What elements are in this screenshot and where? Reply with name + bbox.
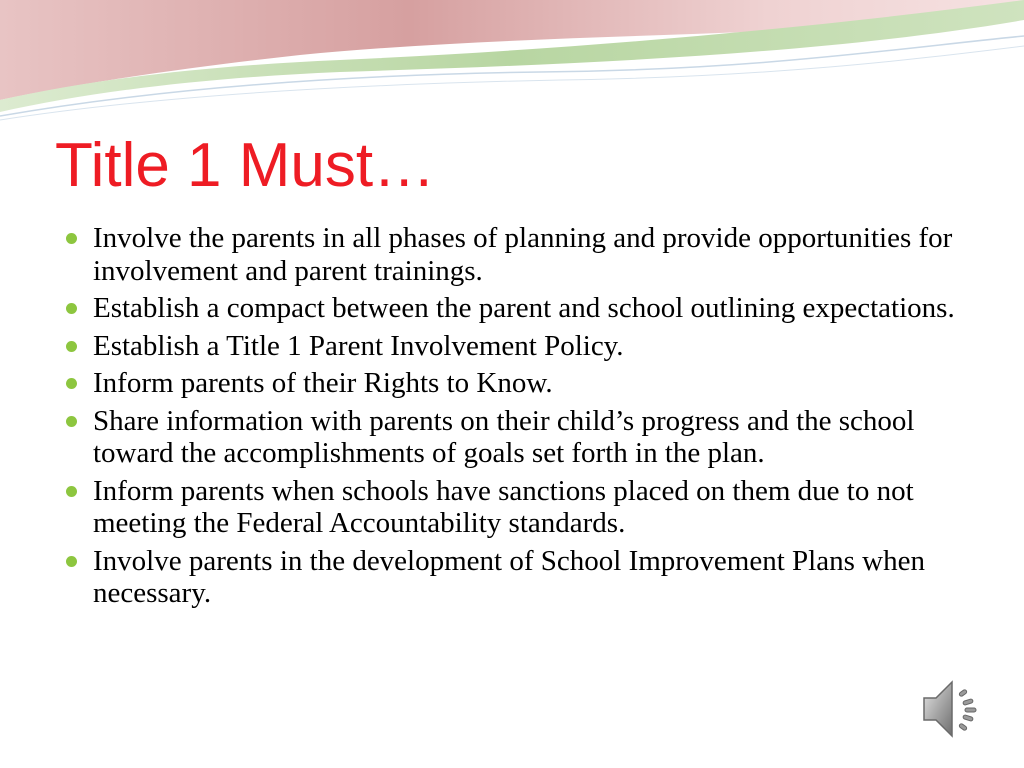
bullet-text: Establish a compact between the parent and school outlining expectations. bbox=[93, 292, 955, 324]
bullet-item bbox=[62, 367, 982, 400]
bullet-item bbox=[62, 405, 982, 470]
bullet-item bbox=[62, 292, 982, 325]
bullet-item bbox=[62, 222, 982, 287]
bullet-dot-icon bbox=[66, 341, 77, 352]
bullet-item bbox=[62, 475, 982, 540]
bullet-text: Involve parents in the development of School Improvement Plans when necessary. bbox=[93, 544, 925, 609]
bullet-item bbox=[62, 545, 982, 610]
speaker-icon[interactable] bbox=[918, 674, 990, 744]
bullet-dot-icon bbox=[66, 486, 77, 497]
bullet-dot-icon bbox=[66, 556, 77, 567]
bullet-dot-icon bbox=[66, 416, 77, 427]
bullet-text: Inform parents of their Rights to Know. bbox=[93, 367, 553, 399]
bullet-dot-icon bbox=[66, 378, 77, 389]
bullet-text: Establish a Title 1 Parent Involvement Policy. bbox=[93, 329, 624, 362]
bullet-item bbox=[62, 330, 982, 363]
bullet-dot-icon bbox=[66, 303, 77, 314]
bullet-dot-icon bbox=[66, 233, 77, 244]
bullet-text: Involve the parents in all phases of planning and provide opportunities for involvement and parent trainings. bbox=[93, 222, 953, 287]
header-swoosh-decoration bbox=[0, 0, 1024, 130]
bullet-text: Inform parents when schools have sanctions placed on them due to not meeting the Federal Accountability standards. bbox=[93, 474, 914, 539]
bullet-text: Share information with parents on their child’s progress and the school toward the accomplishments of goals set forth in the plan. bbox=[93, 404, 915, 469]
slide-title: Title 1 Must… bbox=[55, 131, 436, 200]
bullet-list bbox=[62, 222, 982, 615]
